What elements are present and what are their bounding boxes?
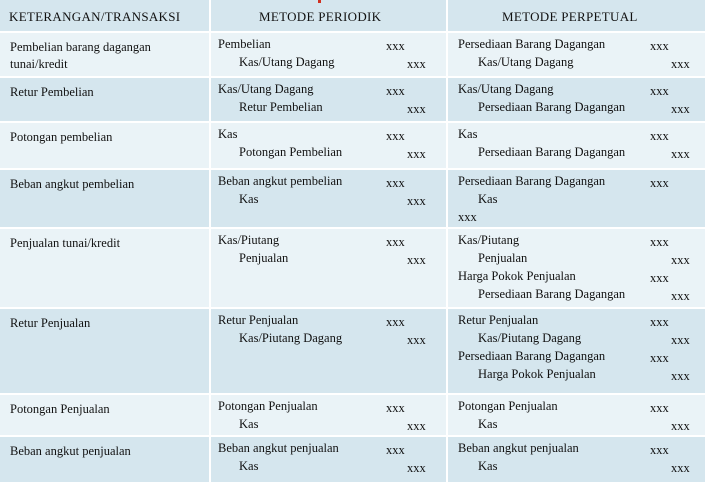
keterangan-cell: Retur Penjualan (10, 316, 91, 330)
perpetual-account: Retur Penjualan (458, 313, 539, 327)
perpetual-account: Kas (458, 127, 478, 141)
periodik-amount: xxx (386, 176, 405, 190)
periodik-amount: xxx (407, 461, 426, 475)
table-row (0, 33, 705, 76)
perpetual-account: Kas/Piutang (458, 233, 520, 247)
periodik-amount: xxx (386, 443, 405, 457)
perpetual-amount: xxx (650, 271, 669, 285)
red-mark (318, 0, 321, 3)
periodik-account: Kas/Utang Dagang (218, 82, 314, 96)
perpetual-amount: xxx (650, 315, 669, 329)
keterangan-cell: Retur Pembelian (10, 85, 94, 99)
periodik-account: Kas/Piutang (218, 233, 280, 247)
perpetual-account: Kas/Utang Dagang (458, 82, 554, 96)
periodik-amount: xxx (386, 84, 405, 98)
row-divider (0, 121, 705, 123)
perpetual-account: Beban angkut penjualan (458, 441, 579, 455)
row-divider (0, 227, 705, 229)
table-header-row (0, 0, 705, 32)
periodik-amount: xxx (407, 194, 426, 208)
keterangan-cell: Pembelian barang dagangan tunai/kredit (10, 40, 151, 71)
row-divider (0, 76, 705, 78)
perpetual-account: Harga Pokok Penjualan (458, 269, 576, 283)
table-row (0, 78, 705, 121)
header-keterangan: KETERANGAN/TRANSAKSI (9, 9, 181, 24)
perpetual-amount: xxx (671, 369, 690, 383)
perpetual-account: Kas (478, 459, 498, 473)
row-divider (0, 435, 705, 437)
perpetual-amount: xxx (671, 289, 690, 303)
perpetual-amount: xxx (671, 57, 690, 71)
periodik-amount: xxx (386, 315, 405, 329)
perpetual-account: Persediaan Barang Dagangan (458, 37, 606, 51)
periodik-amount: xxx (407, 147, 426, 161)
perpetual-amount: xxx (671, 253, 690, 267)
perpetual-amount: xxx (671, 461, 690, 475)
header-periodik: METODE PERIODIK (259, 9, 382, 24)
periodik-account: Kas/Piutang Dagang (239, 331, 343, 345)
periodik-amount: xxx (407, 57, 426, 71)
keterangan-cell: Beban angkut pembelian (10, 177, 135, 191)
periodik-account: Kas (239, 192, 259, 206)
header-perpetual: METODE PERPETUAL (502, 9, 638, 24)
periodik-account: Kas (239, 417, 259, 431)
periodik-account: Retur Penjualan (218, 313, 299, 327)
periodik-account: Kas (218, 127, 238, 141)
perpetual-account: Persediaan Barang Dagangan (458, 174, 606, 188)
periodik-account: Beban angkut penjualan (218, 441, 339, 455)
perpetual-amount: xxx (650, 84, 669, 98)
row-divider (0, 168, 705, 170)
perpetual-amount: xxx (650, 443, 669, 457)
table-row (0, 170, 705, 227)
periodik-account: Kas (239, 459, 259, 473)
table-row (0, 123, 705, 168)
perpetual-account: Harga Pokok Penjualan (478, 367, 596, 381)
perpetual-amount: xxx (650, 235, 669, 249)
periodik-account: Pembelian (218, 37, 271, 51)
periodik-amount: xxx (386, 129, 405, 143)
keterangan-cell: Potongan Penjualan (10, 402, 110, 416)
periodik-account: Penjualan (239, 251, 289, 265)
perpetual-amount: xxx (650, 129, 669, 143)
table-row (0, 395, 705, 435)
perpetual-account: Kas (478, 192, 498, 206)
table-row (0, 309, 705, 393)
perpetual-account: Persediaan Barang Dagangan (478, 287, 626, 301)
periodik-amount: xxx (407, 253, 426, 267)
perpetual-amount: xxx (671, 419, 690, 433)
periodik-amount: xxx (386, 39, 405, 53)
keterangan-cell: Potongan pembelian (10, 130, 113, 144)
table-row (0, 229, 705, 307)
perpetual-account: xxx (458, 210, 477, 224)
table-row (0, 437, 705, 482)
perpetual-account: Kas/Piutang Dagang (478, 331, 582, 345)
row-divider (0, 31, 705, 33)
periodik-account: Beban angkut pembelian (218, 174, 343, 188)
perpetual-amount: xxx (650, 176, 669, 190)
row-divider (0, 307, 705, 309)
keterangan-cell: Beban angkut penjualan (10, 444, 131, 458)
perpetual-account: Penjualan (478, 251, 528, 265)
perpetual-account: Persediaan Barang Dagangan (478, 100, 626, 114)
perpetual-amount: xxx (650, 39, 669, 53)
perpetual-amount: xxx (671, 102, 690, 116)
row-divider (0, 393, 705, 395)
periodik-account: Potongan Pembelian (239, 145, 343, 159)
periodik-account: Retur Pembelian (239, 100, 323, 114)
perpetual-amount: xxx (671, 147, 690, 161)
periodik-amount: xxx (407, 333, 426, 347)
periodik-account: Potongan Penjualan (218, 399, 318, 413)
column-divider (209, 0, 211, 482)
perpetual-account: Kas/Utang Dagang (478, 55, 574, 69)
keterangan-cell: Penjualan tunai/kredit (10, 236, 121, 250)
perpetual-account: Kas (478, 417, 498, 431)
periodik-amount: xxx (386, 235, 405, 249)
perpetual-account: Persediaan Barang Dagangan (458, 349, 606, 363)
perpetual-amount: xxx (671, 333, 690, 347)
perpetual-account: Potongan Penjualan (458, 399, 558, 413)
periodik-account: Kas/Utang Dagang (239, 55, 335, 69)
perpetual-account: Persediaan Barang Dagangan (478, 145, 626, 159)
perpetual-amount: xxx (650, 401, 669, 415)
periodik-amount: xxx (386, 401, 405, 415)
column-divider (446, 0, 448, 482)
perpetual-amount: xxx (650, 351, 669, 365)
periodik-amount: xxx (407, 419, 426, 433)
periodik-amount: xxx (407, 102, 426, 116)
